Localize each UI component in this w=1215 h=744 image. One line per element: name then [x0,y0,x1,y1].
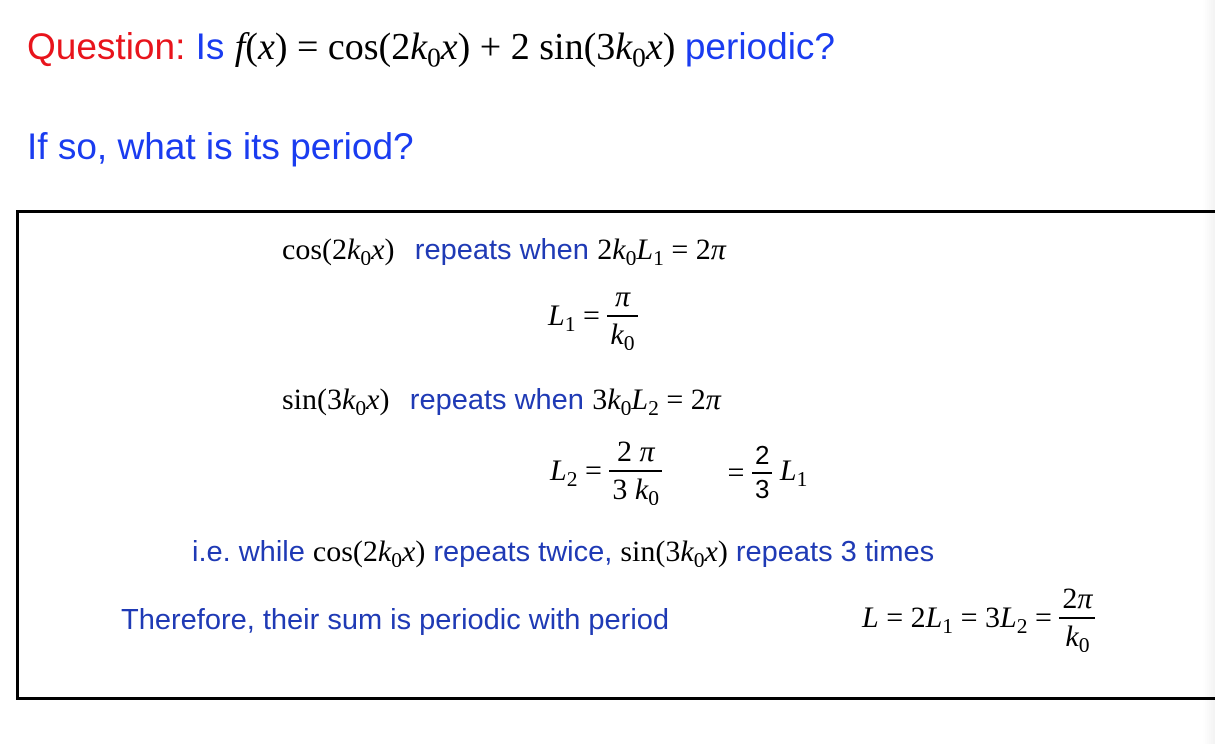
ie-suffix: repeats 3 times [735,536,935,568]
final-fraction [1059,583,1095,656]
line2-text: repeats when [409,384,584,416]
l2-numerator-2: 2 [754,440,770,471]
final-numerator: 2π [1062,582,1093,615]
ie-expr1: $\cos(2k_0x)$ [312,535,426,573]
final-denominator: $k_0$ [1065,619,1090,657]
line1-text: repeats when [414,234,589,266]
l1-fraction [607,281,637,354]
final-equation [862,583,1095,656]
l2-equation [550,436,807,509]
question-formula: $f(x) = \cos(2k_0x) + 2$ $\sin(3k_0x)$ [234,26,685,73]
l2-denominator-2: 3 [754,473,770,504]
line1-expr: $\cos(2k_0x)$ [282,233,395,271]
l1-denominator: $k_0$ [610,317,635,355]
line2-expr: $\sin(3k_0x)$ [282,383,390,421]
question-suffix: periodic? [684,26,835,67]
l2-numerator: 2 π [616,435,655,468]
question-line [27,24,835,81]
l2-second-equals: = [727,455,745,489]
l2-fraction-two-thirds [752,442,772,503]
l1-lhs: $L_1$ = [548,298,600,336]
question-is: Is [195,26,225,67]
therefore-text: Therefore, their sum is periodic with period [121,604,670,636]
l1-numerator: π [614,280,630,313]
ie-mid: repeats twice, [433,536,613,568]
ie-prefix: i.e. while [192,536,305,568]
line1 [282,230,726,278]
line2-condition: $3k_0L_2 = 2\pi$ [592,383,721,421]
l2-tail: $L_1$ [779,453,808,491]
l2-fraction [609,436,662,509]
ie-line [192,532,934,580]
line2 [282,380,721,428]
line1-condition: $2k_0L_1 = 2\pi$ [597,233,726,271]
final-lhs: $L = 2L_1 = 3L_2$ = [862,600,1052,638]
ie-expr2: $\sin(3k_0x)$ [620,535,728,573]
l1-equation [548,281,638,354]
question-label: Question: [27,26,186,67]
l2-lhs: $L_2$ = [550,453,602,491]
followup-question: If so, what is its period? [27,126,414,167]
l2-denominator: 3 $k_0$ [612,472,660,510]
